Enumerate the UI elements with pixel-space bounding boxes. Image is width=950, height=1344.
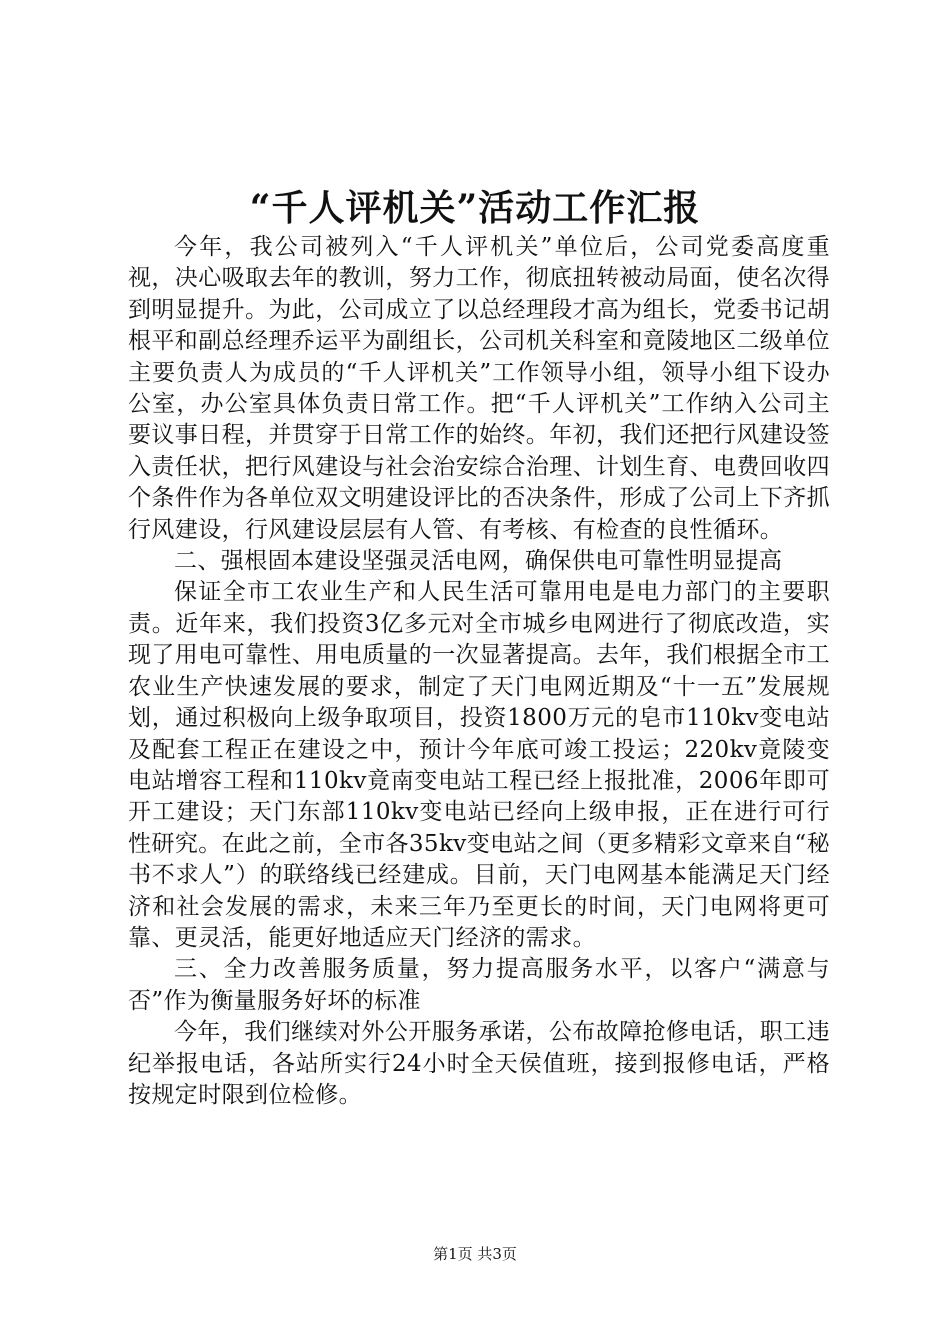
paragraph-intro: 今年，我公司被列入“千人评机关”单位后，公司党委高度重视，决心吸取去年的教训，努力工作，彻底扭转被动局面，使名次得到明显提升。为此，公司成立了以总经理段才高为组长，党委书记胡根平和副总经理乔运平为副组长，公司机关科室和竟陵地区二级单位主要负责人为成员的“千人评机关”工作领导小组，领导小组下设办公室，办公室具体负责日常工作。把“千人评机关”工作纳入公司主要议事日程，并贯穿于日常工作的始终。年初，我们还把行风建设签入责任状，把行风建设与社会治安综合治理、计划生育、电费回收四个条件作为各单位双文明建设评比的否决条件，形成了公司上下齐抓行风建设，行风建设层层有人管、有考核、有检查的良性循环。	[128, 234, 830, 543]
document-body	[128, 232, 830, 1111]
paragraph-service: 今年，我们继续对外公开服务承诺，公布故障抢修电话，职工违纪举报电话，各站所实行24小时全天侯值班，接到报修电话，严格按规定时限到位检修。	[128, 1019, 830, 1108]
document-title: “千人评机关”活动工作汇报	[249, 187, 701, 229]
paragraph-grid: 保证全市工农业生产和人民生活可靠用电是电力部门的主要职责。近年来，我们投资3亿多元对全市城乡电网进行了彻底改造，实现了用电可靠性、用电质量的一次显著提高。去年，我们根据全市工农业生产快速发展的要求，制定了天门电网近期及“十一五”发展规划，通过积极向上级争取项目，投资1800万元的皂市110kv变电站及配套工程正在建设之中，预计今年底可竣工投运；220kv竟陵变电站增容工程和110kv竟南变电站工程已经上报批准，2006年即可开工建设；天门东部110kv变电站已经向上级申报，正在进行可行性研究。在此之前，全市各35kv变电站之间（更多精彩文章来自“秘书不求人”）的联络线已经建成。目前，天门电网基本能满足天门经济和社会发展的需求，未来三年乃至更长的时间，天门电网将更可靠、更灵活，能更好地适应天门经济的需求。	[128, 579, 830, 951]
section-heading-3: 三、全力改善服务质量，努力提高服务水平，以客户“满意与否”作为衡量服务好坏的标准	[128, 956, 830, 1014]
section-heading-2: 二、强根固本建设坚强灵活电网，确保供电可靠性明显提高	[174, 548, 783, 575]
page-number-footer: 第1页 共3页	[433, 1245, 517, 1263]
